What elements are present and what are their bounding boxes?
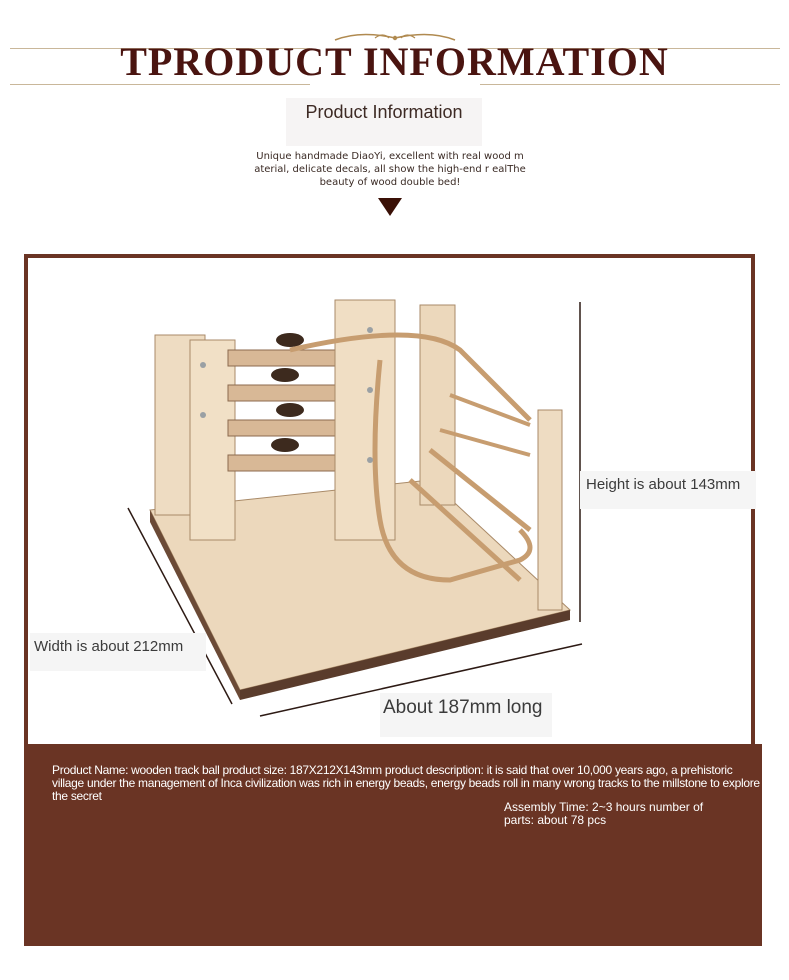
page-title: TPRODUCT INFORMATION [120,39,669,84]
width-label: Width is about 212mm [30,633,206,671]
product-description: Product Name: wooden track ball product size: 187X212X143mm product description: it is said that over 10,000 years ago, a prehistoric village under the management of Inca civilization was rich in energy beads, energy beads roll in many wrong tracks to the millstone to explore the secret [52,763,760,803]
assembly-info: Assembly Time: 2~3 hours number of parts: about 78 pcs [504,800,704,827]
info-panel [24,744,762,946]
header-description: Unique handmade DiaoYi, excellent with real wood m aterial, delicate decals, all show the high-end r ealThe beauty of wood double bed! [254,151,526,188]
height-label: Height is about 143mm [580,471,756,509]
length-label: About 187mm long [380,693,552,737]
subtitle: Product Information [305,102,463,122]
